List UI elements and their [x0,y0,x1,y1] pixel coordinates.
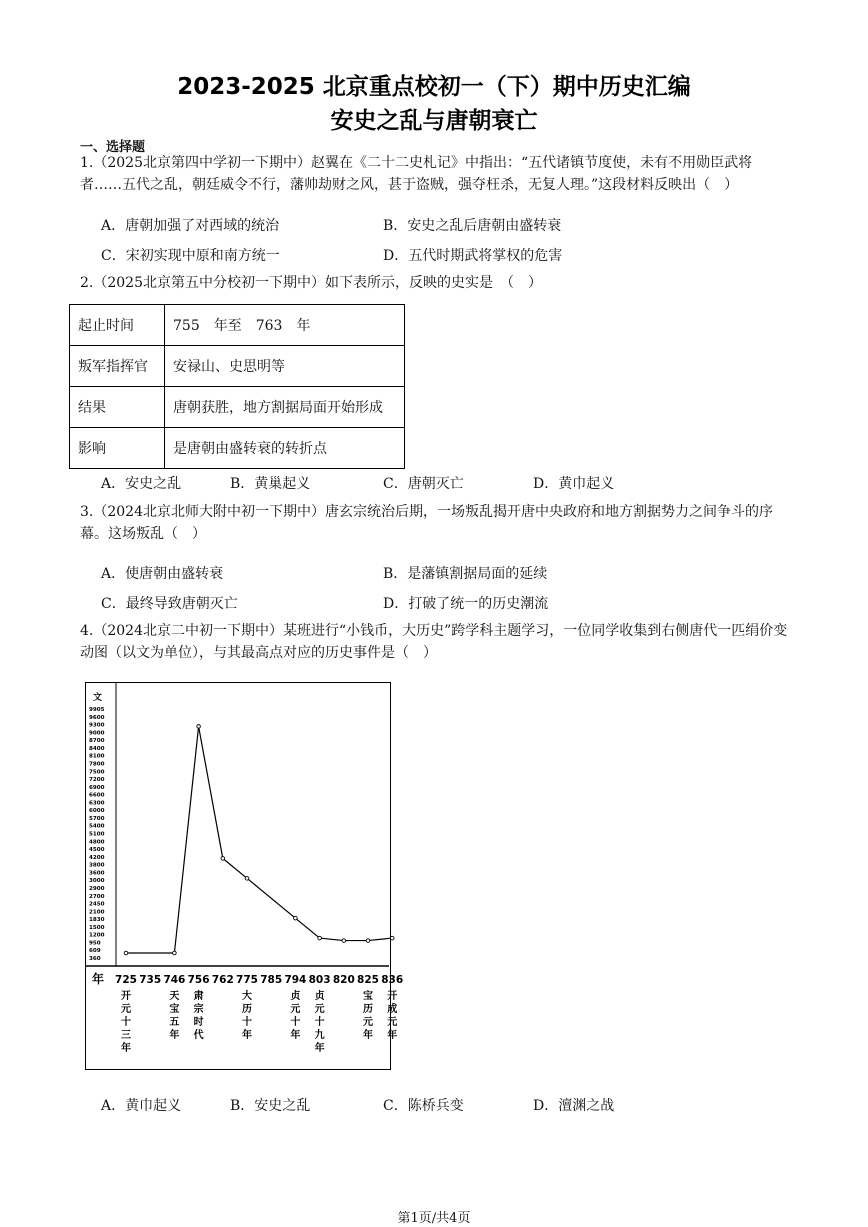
y-tick-label: 6600 [89,792,105,799]
x-tick-label: 746 [163,974,186,986]
y-tick-label: 7200 [89,777,105,784]
y-tick-label: 6000 [89,808,105,815]
x-tick-label: 762 [211,974,234,986]
data-point [124,951,128,955]
table-row [70,428,405,469]
x-tick-label: 825 [357,974,379,986]
table-cell-value: 安禄山、史思明等 [165,346,405,387]
y-tick-label: 2450 [89,901,105,908]
page-footer: 第1页/共4页 [397,1211,471,1226]
question-2-table [69,304,405,469]
y-axis-label: 文 [93,693,103,703]
question-1-option-d[interactable]: D．五代时期武将掌权的危害 [383,248,563,264]
x-tick-label: 794 [284,974,307,986]
table-cell-value: 755 年至 763 年 [165,305,405,346]
y-tick-label: 4500 [89,847,105,854]
table-cell-label: 起止时间 [70,305,165,346]
data-point [390,936,394,940]
question-4-option-a[interactable]: A．黄巾起义 [101,1098,182,1114]
y-tick-label: 9300 [89,722,105,729]
y-tick-label: 9600 [89,714,105,721]
question-1-option-b[interactable]: B．安史之乱后唐朝由盛转衰 [383,218,562,234]
y-tick-label: 9000 [89,730,105,737]
y-tick-label: 3600 [89,870,105,877]
y-tick-label: 3000 [89,878,105,885]
data-point [173,951,177,955]
y-tick-label: 8700 [89,738,105,745]
question-3-option-b[interactable]: B．是藩镇割据局面的延续 [383,566,548,582]
table-cell-label: 影响 [70,428,165,469]
y-tick-label: 609 [89,948,101,955]
question-2-option-a[interactable]: A．安史之乱 [101,476,182,492]
table-cell-label: 叛军指挥官 [70,346,165,387]
era-label: 贞元十年 [290,991,301,1041]
question-2-option-c[interactable]: C．唐朝灭亡 [383,476,464,492]
data-point [221,857,225,861]
x-tick-labels [115,974,403,986]
y-tick-label: 7800 [89,761,105,768]
table-row [70,305,405,346]
question-4-option-b[interactable]: B．安史之乱 [230,1098,311,1114]
era-label: 大历十年 [242,991,252,1041]
era-label: 肃宗时代 [193,991,204,1041]
x-tick-label: 803 [308,974,331,986]
y-tick-label: 6900 [89,784,105,791]
question-1-option-c[interactable]: C．宋初实现中原和南方统一 [101,248,280,264]
question-3-option-d[interactable]: D．打破了统一的历史潮流 [383,596,549,612]
y-tick-label: 6300 [89,800,105,807]
era-label: 宝历元年 [363,991,373,1041]
question-1-option-a[interactable]: A．唐朝加强了对西域的统治 [101,218,280,234]
y-tick-label: 4800 [89,839,105,846]
table-cell-value: 是唐朝由盛转衰的转折点 [165,428,405,469]
y-tick-label: 1500 [89,924,105,931]
data-point [294,916,298,920]
question-4-option-d[interactable]: D．澶渊之战 [533,1098,615,1114]
table-cell-value: 唐朝获胜，地方割据局面开始形成 [165,387,405,428]
table-cell-label: 结果 [70,387,165,428]
question-4-option-c[interactable]: C．陈桥兵变 [383,1098,464,1114]
y-tick-labels [89,707,105,962]
y-tick-label: 5100 [89,831,105,838]
data-point [245,877,249,881]
data-point [197,725,201,729]
question-4-text: 4.（2024北京二中初一下期中）某班进行“小钱币，大历史”跨学科主题学习，一位同学收集到右侧唐代一匹绢价变动图（以文为单位），与其最高点对应的历史事件是（ ） [80,623,788,661]
data-points [124,725,394,955]
y-tick-label: 7500 [89,769,105,776]
y-tick-label: 5700 [89,815,105,822]
x-tick-label: 820 [332,974,355,986]
silk-price-chart [85,682,404,1070]
data-point [318,936,322,940]
y-tick-label: 1830 [89,917,105,924]
table-row [70,346,405,387]
data-point [366,939,370,943]
era-label: 天宝五年 [169,991,180,1041]
question-2-option-b[interactable]: B．黄巢起义 [230,476,311,492]
y-tick-label: 2900 [89,885,105,892]
y-tick-label: 360 [89,956,101,962]
question-3-option-a[interactable]: A．使唐朝由盛转衰 [101,566,224,582]
chart-svg [86,683,404,1068]
y-tick-label: 3800 [89,862,105,869]
question-2-text: 2.（2025北京第五中分校初一下期中）如下表所示，反映的史实是 （ ） [80,275,542,291]
era-label: 贞元十九年 [314,991,325,1054]
y-tick-label: 9905 [89,707,105,713]
question-3-text: 3.（2024北京北师大附中初一下期中）唐玄宗统治后期，一场叛乱揭开唐中央政府和地方割据势力之间争斗的序幕。这场叛乱（ ） [80,504,773,542]
x-axis-label: 年 [92,972,105,986]
section-heading: 一、选择题 [80,140,146,155]
question-1-text: 1.（2025北京第四中学初一下期中）赵翼在《二十二史札记》中指出：“五代诸镇节度使，未有不用勋臣武将者……五代之乱，朝廷威令不行，藩帅劫财之风，甚于盗贼，强夺枉杀，无复人理。”这段材料反映出（ ） [80,155,753,193]
y-tick-label: 950 [89,940,101,947]
data-point [342,939,346,943]
x-tick-label: 725 [115,974,137,986]
y-tick-label: 8100 [89,753,105,760]
y-tick-label: 4200 [89,854,105,861]
era-label: 开元十三年 [121,991,131,1054]
era-labels [121,989,397,1054]
question-3-option-c[interactable]: C．最终导致唐朝灭亡 [101,596,238,612]
y-tick-label: 2700 [89,893,105,900]
x-tick-label: 785 [260,974,283,986]
x-tick-label: 836 [381,974,404,986]
y-tick-label: 8400 [89,745,105,752]
era-label: 开成元年 [387,991,398,1041]
doc-title-line1: 2023-2025 北京重点校初一（下）期中历史汇编 [177,74,691,100]
x-tick-label: 756 [187,974,210,986]
question-2-option-d[interactable]: D．黄巾起义 [533,476,615,492]
y-tick-label: 2100 [89,909,105,916]
y-tick-label: 5400 [89,823,105,830]
doc-title-line2: 安史之乱与唐朝衰亡 [330,108,538,134]
table-row [70,387,405,428]
series-line [126,726,392,953]
y-tick-label: 1200 [89,932,105,939]
x-tick-label: 775 [236,974,258,986]
x-tick-label: 735 [139,974,162,986]
